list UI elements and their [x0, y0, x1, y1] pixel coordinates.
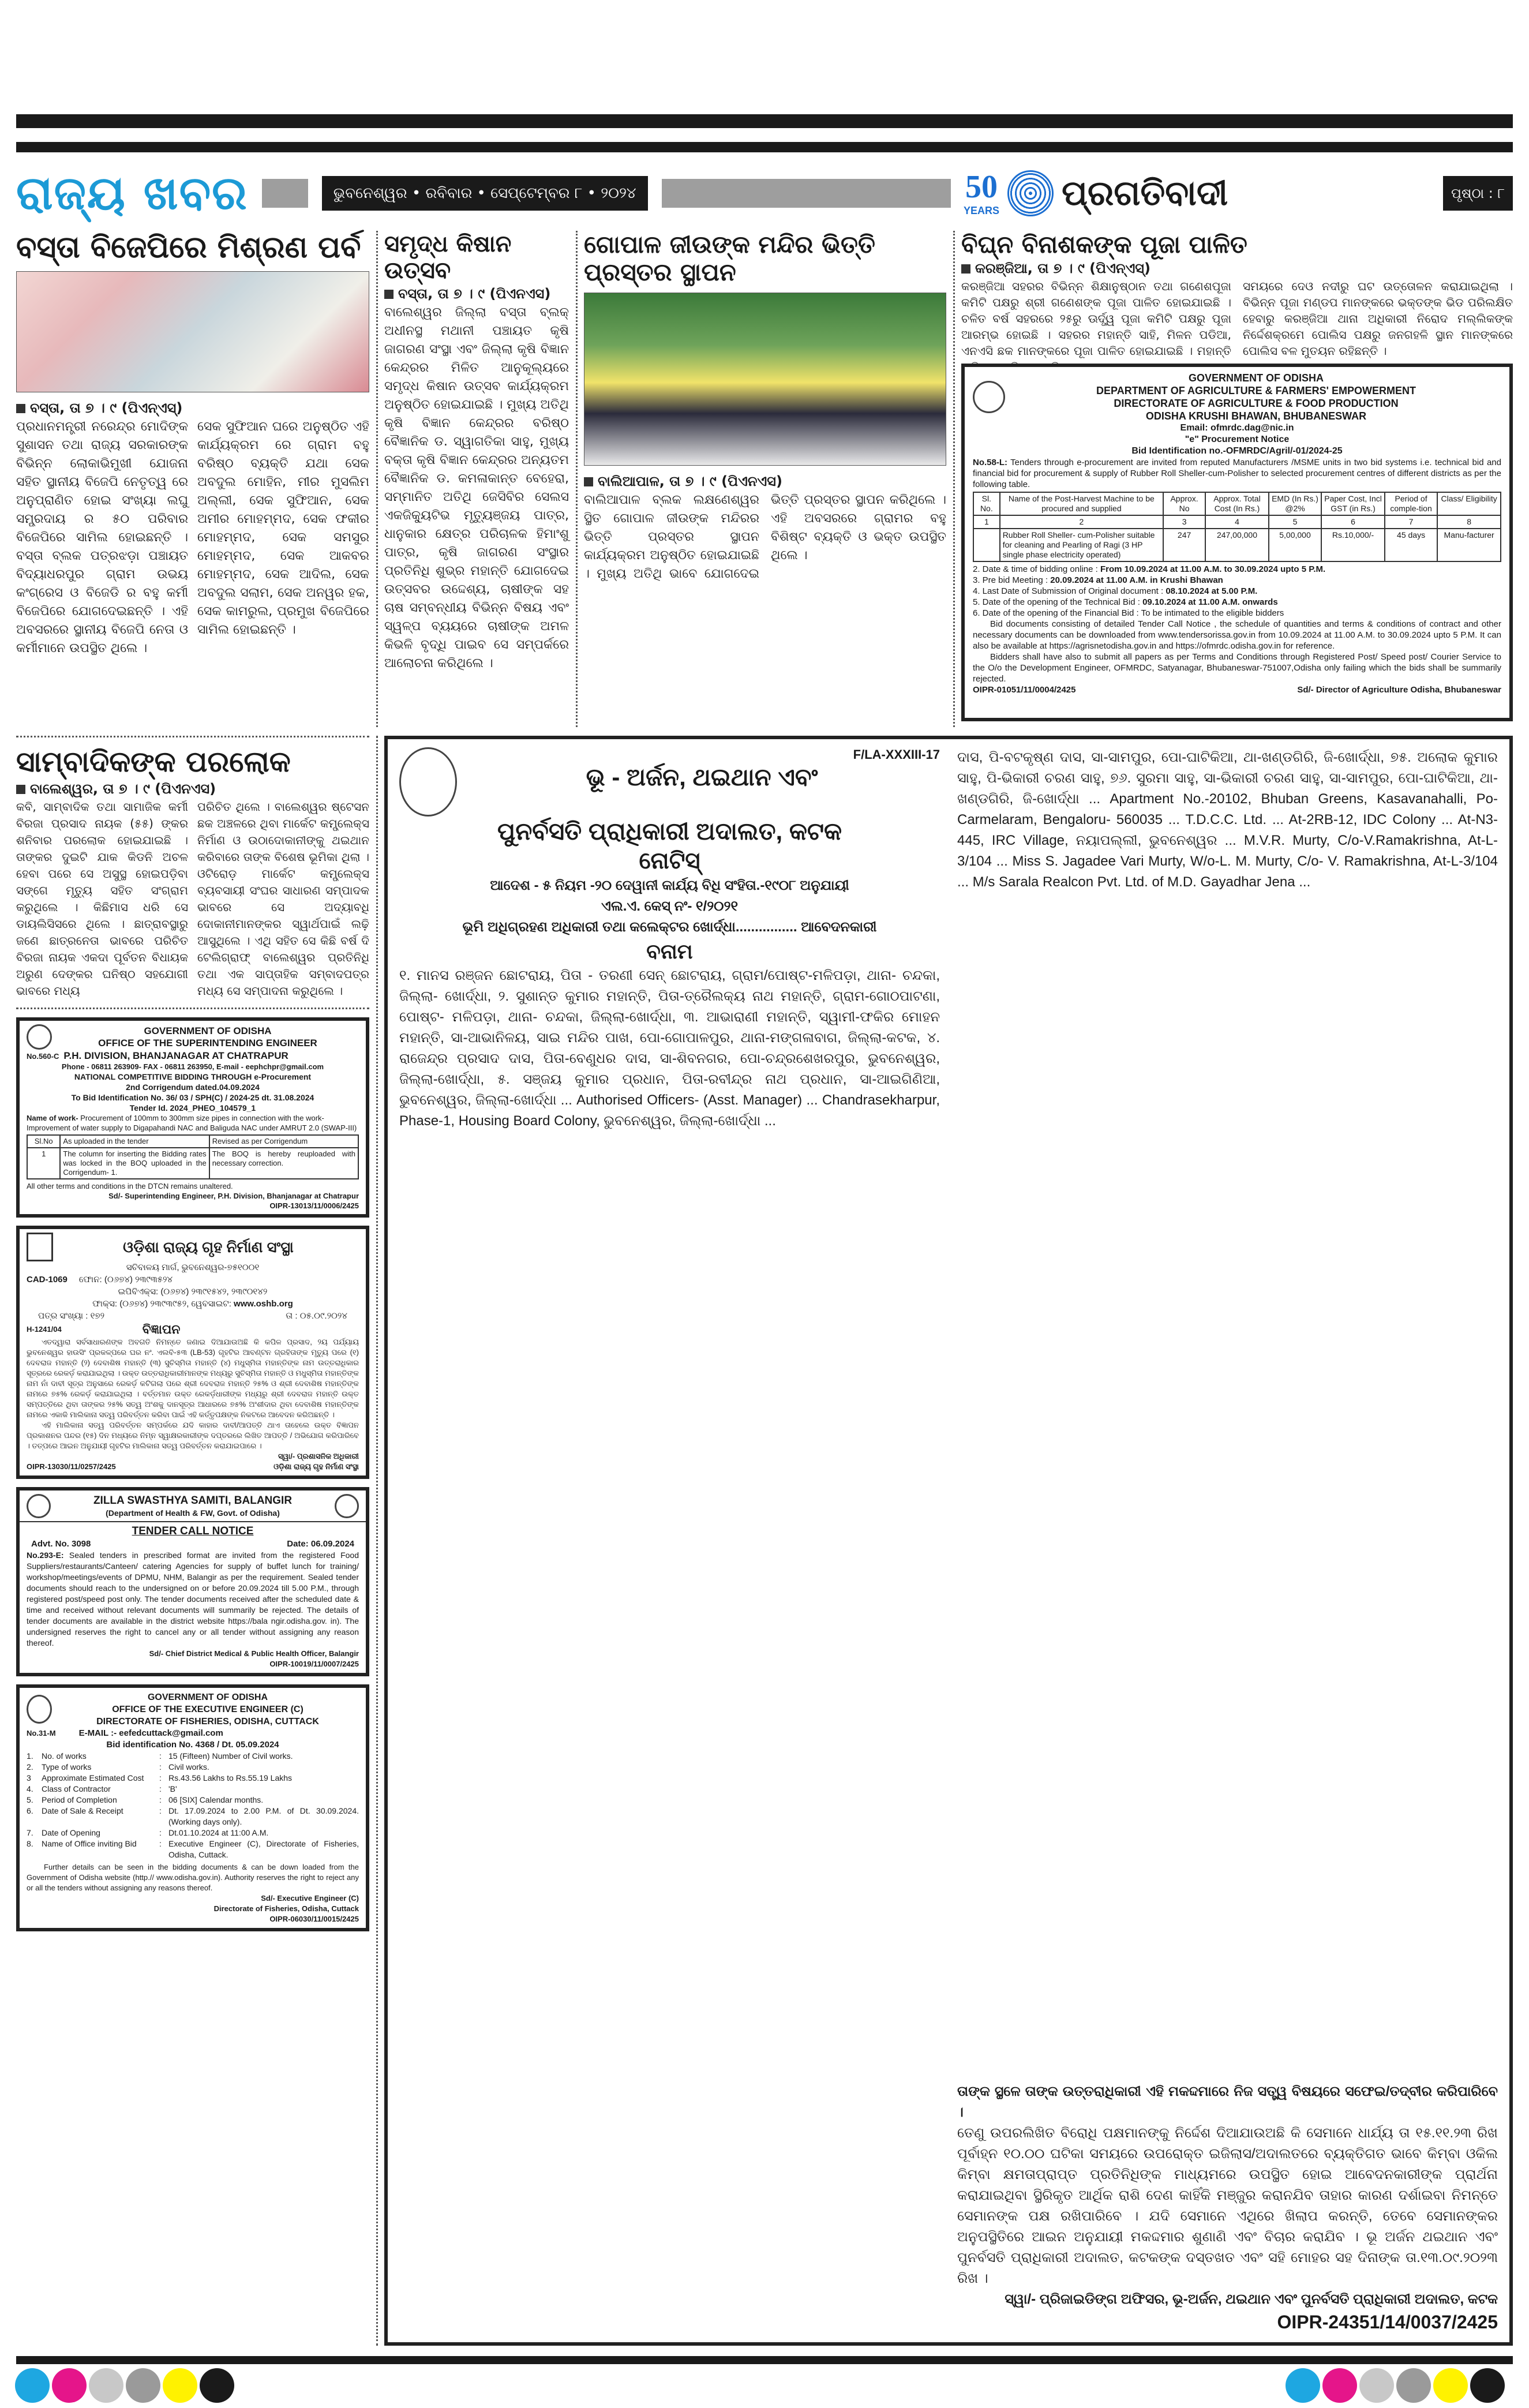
agri-item-label: 5. Date of the opening of the Technical Bid : [973, 597, 1143, 607]
table-cell: 4 [1205, 515, 1269, 529]
phd-line1: GOVERNMENT OF ODISHA [144, 1025, 272, 1036]
fish-item-number: 4. [27, 1784, 33, 1793]
court-oipr: OIPR-24351/14/0037/2425 [1277, 2312, 1498, 2332]
court-applicant: ଭୂମି ଅଧିଗ୍ରହଣ ଅଧିକାରୀ ତଥା କଲେକ୍ଟର ଖୋର୍ଦ୍ଧା................ ଆବେଦନକାରୀ [462, 919, 877, 935]
odisha-emblem-icon [973, 381, 1005, 413]
registration-dot [163, 2368, 197, 2403]
table-cell: 3 [1163, 515, 1205, 529]
dateline-obituary: ବାଲେଶ୍ୱର, ତା ୭ । ୯ (ପିଏନଏସ) [16, 779, 369, 799]
agri-item-value: 09.10.2024 at 11.00 A.M. onwards [1142, 597, 1278, 607]
fish-item [27, 1827, 359, 1838]
anniversary-number: 50 [965, 169, 998, 205]
masthead-rule-bottom [16, 142, 1513, 152]
zss-heading: TENDER CALL NOTICE [132, 1525, 254, 1537]
fish-item-colon: : [159, 1806, 162, 1815]
headline-ganesh: ବିଘ୍ନ ବିନାଶକଙ୍କ ପୂଜା ପାଳିତ [961, 230, 1247, 259]
article-farmer [384, 231, 569, 673]
registration-dot [1322, 2368, 1357, 2403]
page-number-box [1443, 176, 1513, 211]
agri-para1: Bid documents consisting of detailed Tender Call Notice , the schedule of quantities and terms & conditions of contract and other necessary documents can be downloaded from www.tendersorissa.gov.in from 10.09.2024 at 11.00 A.M. to 30.09.2024 upto 5 P.M. It can also be available at https://agrisnetodisha.gov.in and https://ofmrdc.odisha.gov.in for reference. [973, 619, 1501, 651]
oshb-cad: CAD-1069 [27, 1274, 68, 1284]
body-ganesh-col2: ସମୟରେ ଦେଓ ନଦୀରୁ ଘଟ ଉତ୍ତୋଳନ କରାଯାଇଥିଲା । ବିଭିନ୍ନ ପୂଜା ମଣ୍ଡପ ମାନଙ୍କରେ ଭକ୍ତଙ୍କ ଭିଡ ପରିଲକ୍ଷିତ ହେବାରୁ କରଞ୍ଜିଆ ଥାନା ଅଧିକାରୀ ନିରୋଦ ମଲ୍ଲିକଙ୍କ ନିର୍ଦ୍ଦେଶକ୍ରମେ ପୋଲିସ ପକ୍ଷରୁ ଜନଗହଳି ସ୍ଥାନ ମାନଙ୍କରେ ପୋଲିସ ବଳ ମୁତୟନ ରହିଛନ୍ତି । [1243, 279, 1513, 358]
agri-intro: Tenders through e-procurement are invited from reputed Manufacturers /MSME units in two bid systems i.e. technical bid and financial bid for procurement & supply of Rubber Roll Sheller-cum-Polisher to selected procurement centres of different districts as per the following table. [973, 458, 1501, 489]
registration-dot [1286, 2368, 1320, 2403]
oshb-para2: ଏହି ମାଲିକାନା ସତ୍ୱ ପରିବର୍ତ୍ତନ ସମ୍ପର୍କରେ ଯଦି କାହାର ଦାବୀ/ଆପତ୍ତି ଥାଏ ତାହେଲେ ଉକ୍ତ ବିଜ୍ଞାପନ ପ୍ରକାଶନର ପନ୍ଦର (୧୫) ଦିନ ମଧ୍ୟରେ ନିମ୍ନ ସ୍ୱାକ୍ଷରକାରୀଙ୍କ ଦପ୍ତରରେ ଲିଖିତ ଆପତ୍ତି / ଅଭିଯୋଗ କରିପାରିବେ । ତତ୍ପରେ ଆଇନ ଅନୁଯାୟୀ ଗୃହଟିର ମାଲିକାନା ସତ୍ୱ ପରିବର୍ତ୍ତନ କରାଯାଇପାରେ । [27, 1420, 359, 1450]
section-title: ରାଜ୍ୟ ଖବର [16, 166, 248, 220]
fish-item-number: 2. [27, 1762, 33, 1772]
column-divider [376, 231, 378, 727]
fish-item-colon: : [159, 1795, 162, 1804]
fish-item-number: 8. [27, 1838, 33, 1848]
ad-agriculture-tender [961, 364, 1513, 721]
table-cell: 7 [1385, 515, 1437, 529]
oshb-oipr: OIPR-13030/11/0257/2425 [27, 1462, 116, 1471]
fish-item [27, 1784, 359, 1795]
registration-dot [1359, 2368, 1394, 2403]
column-divider [376, 736, 378, 2346]
fish-para: Further details can be seen in the bidding documents & can be down loaded from the Government of Odisha website (http.// www.odisha.gov.in). Authority reserves the right to reject any or all the tenders without assigning any reasons thereof. [27, 1862, 359, 1892]
table-cell: Manu-facturer [1437, 529, 1501, 561]
fish-item-value: Dt. 17.09.2024 to 2.00 P.M. of Dt. 30.09.2024. (Working days only). [168, 1806, 359, 1826]
column-divider [576, 231, 578, 727]
fish-items [27, 1751, 359, 1860]
fish-item-value: Civil works. [168, 1762, 209, 1772]
ad-fisheries-tender [16, 1684, 369, 1931]
fish-item-label: Date of Opening [42, 1827, 100, 1837]
agri-no: No.58-L: [973, 458, 1007, 467]
agri-line2: DEPARTMENT OF AGRICULTURE & FARMERS' EMPOWERMENT [1096, 385, 1416, 396]
court-ref: F/LA-XXXIII-17 [853, 747, 940, 762]
agri-item-label: 6. Date of the opening of the Financial Bid : [973, 608, 1141, 618]
dateline-farmer: ବସ୍ତା, ତା ୭ । ୯ (ପିଏନଏସ) [384, 284, 569, 304]
table-header: Approx. No [1163, 492, 1205, 515]
headline-bjp: ବସ୍ତା ବିଜେପିରେ ମିଶ୍ରଣ ପର୍ବ [16, 230, 361, 265]
fish-item-colon: : [159, 1751, 162, 1761]
body-farmer: ବାଲେଶ୍ୱର ଜିଲ୍ଲା ବସ୍ତା ବ୍ଲକ୍ ଅଧୀନସ୍ଥ ମଥାନୀ ପଞ୍ଚାୟତ କୃଷି ଜାଗରଣ ସଂସ୍ଥା ଏବଂ ଜିଲ୍ଲା କୃଷି ବିଜ୍ଞାନ କେନ୍ଦ୍ରର ମିଳିତ ଆନୁକୂଲ୍ୟରେ ସମୃଦ୍ଧ କିଷାନ ଉତ୍ସବ କାର୍ଯ୍ୟକ୍ରମ ଅନୁଷ୍ଠିତ ହୋଇଯାଇଛି । ମୁଖ୍ୟ ଅତିଥି କୃଷି ବିଜ୍ଞାନ କେନ୍ଦ୍ରର ବରିଷ୍ଠ ବୈଜ୍ଞାନିକ ଡ. ସ୍ୱାଗତିକା ସାହୁ, ମୁଖ୍ୟ ବକ୍ତା କୃଷି ବିଜ୍ଞାନ କେନ୍ଦ୍ରର ଅନ୍ୟତମ ବୈଜ୍ଞାନିକ ଡ. କମଳାକାନ୍ତ ବେହେରା, ସମ୍ମାନିତ ଅତିଥି ଜେସିବିର ସେଲସ ଏକଜିକ୍ୟୁଟିଭ ମୃତ୍ୟୁଞ୍ଜୟ ପାତ୍ର, ଧାନୁକାର କ୍ଷେତ୍ର ପରିଚାଳକ ହିମାଂଶୁ ପାତ୍ର, କୃଷି ଜାଗରଣ ସଂସ୍ଥାର ପ୍ରତିନିଧି ଶୁଭ୍ର ମହାନ୍ତି ଯୋଗଦେଇ ଉତ୍ସବର ଉଦ୍ଦେଶ୍ୟ, ଚାଷୀଙ୍କ ସହ ଚାଷ ସମ୍ବନ୍ଧୀୟ ବିଭିନ୍ନ ବିଷୟ ଏବଂ ସ୍ୱଳ୍ପ ବ୍ୟୟରେ ଚାଷୀଙ୍କ ଅମଳ କିଭଳି ବୃଦ୍ଧି ପାଇବ ସେ ସମ୍ପର୍କରେ ଆଲୋଚନା କରିଥିଲେ । [384, 305, 569, 671]
oshb-address: ସଚିବାଳୟ ମାର୍ଗ, ଭୁବନେଶ୍ୱର-୭୫୧୦୦୧ [126, 1262, 260, 1272]
fish-item-label: Type of works [42, 1762, 92, 1772]
oshb-epabx: ଇପିବିଏକ୍ସ: (୦୬୭୪) ୨୩୯୧୫୪୨, ୨୩୯୦୧୪୨ [118, 1286, 268, 1297]
registration-marks-right [1286, 2368, 1507, 2403]
table-cell: 1 [27, 1148, 60, 1179]
fish-item-value: 15 (Fifteen) Number of Civil works. [168, 1751, 293, 1761]
table-header: EMD (In Rs.) @2% [1269, 492, 1321, 515]
table-header-row [973, 492, 1501, 515]
registration-dot [89, 2368, 123, 2403]
table-cell: 1 [973, 515, 1000, 529]
left-column [16, 736, 369, 1931]
fish-item-value: Executive Engineer (C), Directorate of Fisheries, Odisha, Cuttack. [168, 1838, 359, 1859]
court-left-column [399, 747, 940, 2334]
fish-item-number: 7. [27, 1827, 33, 1837]
court-closing-bold: ତାଙ୍କ ସ୍ଥଳେ ତାଙ୍କ ଉତ୍ତରାଧିକାରୀ ଏହି ମକଦ୍ଦମାରେ ନିଜ ସତ୍ତ୍ୱ ବିଷୟରେ ସଫେଇ/ତଦ୍ବୀର କରିପାରିବେ । [957, 2084, 1498, 2120]
body-ganesh-col1: କରଞ୍ଜିଆ ସହରର ବିଭିନ୍ନ ଶିକ୍ଷାନୁଷ୍ଠାନ ତଥା ଗଣେଶପୂଜା କମିଟି ପକ୍ଷରୁ ଶ୍ରୀ ଗଣେଶଙ୍କ ପୂଜା ପାଳିତ ହୋଇଯାଇଛି । ଚଳିତ ବର୍ଷ ସହରରେ ୨୫ରୁ ଊର୍ଦ୍ଧ୍ୱ ପୂଜା କମିଟି ପକ୍ଷରୁ ପୂଜା ଆରମ୍ଭ ହୋଇଛି । ସହରର ମହାନ୍ତି ସାହି, ମିଳନ ପଡିଆ, ଏନଏସି ଛକ ମାନଙ୍କରେ ପୂଜା ପାଳିତ ହୋଇଯାଇଛି । ମହାନ୍ତି [961, 279, 1231, 358]
headline-obituary: ସାମ୍ବାଦିକଙ୍କ ପରଲୋକ [16, 745, 291, 778]
odisha-emblem-icon [27, 1024, 52, 1050]
phd-table [27, 1134, 359, 1179]
fish-item-value: Dt.01.10.2024 at 11:00 A.M. [168, 1827, 269, 1837]
table-header: Approx. Total Cost (In Rs.) [1205, 492, 1269, 515]
table-cell: The BOQ is hereby reuploaded with necessary correction. [209, 1148, 358, 1179]
oshb-heading: ବିଜ୍ଞାପନ [142, 1321, 181, 1336]
fish-item-number: 1. [27, 1751, 33, 1761]
registration-dot [52, 2368, 87, 2403]
zss-advt-no: Advt. No. 3098 [31, 1538, 91, 1549]
ad-land-acquisition-court-notice [384, 736, 1513, 2346]
masthead-left [16, 162, 951, 225]
photo-temple-foundation [584, 293, 946, 466]
agri-oipr: OIPR-01051/11/0004/2425 [973, 685, 1076, 695]
table-header: Name of the Post-Harvest Machine to be procured and supplied [1000, 492, 1163, 515]
ad-ph-division-corrigendum [16, 1017, 369, 1218]
phd-signature: Sd/- Superintending Engineer, P.H. Division, Bhanjanagar at Chatrapur [108, 1191, 359, 1200]
agri-line4: ODISHA KRUSHI BHAWAN, BHUBANESWAR [1145, 410, 1367, 422]
body-bjp-col2: ସେକ ସୁଫିଆନ ଘରେ ଅନୁଷ୍ଠିତ ଏହି କାର୍ଯ୍ୟକ୍ରମ ରେ ଗ୍ରାମ ବହୁ ବରିଷ୍ଠ ବ୍ୟକ୍ତି ଯଥା ସେକ ଅବଦୁଲ ମୋହିନ, ମୀର ମୁସଲିମ ଅଲ୍ଲୀ, ସେକ ସୁଫିଆନ, ସେକ ଅମୀର ମୋହମ୍ମଦ, ସେକ ଫକୀର ମୋହମ୍ମଦ, ସେକ ସମସୁର ମୋହମ୍ମଦ, ସେକ ଆକବର ମୋହମ୍ମଦ, ସେକ ଆଦିଲ, ସେକ ଅବଦୁଲ ସଲାମ, ସେକ ଅନୱର ହକ, ସେକ କାମରୁଲ, ପ୍ରମୁଖ ବିଜେପିରେ ସାମିଲ ହୋଇଛନ୍ତି । [197, 419, 369, 637]
agri-item-value: 08.10.2024 at 5.00 P.M. [1166, 586, 1258, 596]
headline-farmer: ସମୃଦ୍ଧ କିଷାନ ଉତ୍ସବ [384, 231, 512, 284]
oshb-fax: ଫାକ୍ସ: (୦୬୭୪) ୨୩୯୩୯୫୨, ୱେବସାଇଟ: [92, 1298, 234, 1309]
agri-line3: DIRECTORATE OF AGRICULTURE & FOOD PRODUCTION [1114, 398, 1399, 409]
fish-item-colon: : [159, 1773, 162, 1782]
column-divider [953, 231, 955, 727]
fish-signature: Sd/- Executive Engineer (C) [261, 1893, 359, 1903]
fish-item-colon: : [159, 1784, 162, 1793]
table-header: Sl.No [27, 1135, 60, 1148]
zss-body: Sealed tenders in prescribed format are invited from the registered Food Suppliers/restaurants/Canteen/ catering Agencies for supply of buffet lunch for training/ workshop/meetings/events of DPMU, NHM, Balangir as per the requirement. Sealed tender documents should reach to the undersigned on or before 20.09.2024 till 5.00 P.M., through registered post/speed post only. The tender documents received after the scheduled date & time and received without relevant documents will summarily be rejected. The details of tender documents are available in the district website https://bala ngir.odisha.gov. in). The undersigned reserves the right to cancel any or all tender without assigning any reason thereof. [27, 1550, 359, 1647]
fish-item [27, 1795, 359, 1806]
article-ganesh [961, 231, 1513, 375]
registration-marks-left [15, 2368, 237, 2403]
agri-item-label: 4. Last Date of Submission of Original document : [973, 586, 1166, 596]
table-cell: 247 [1163, 529, 1205, 561]
fish-oipr: OIPR-06030/11/0015/2425 [269, 1914, 359, 1923]
court-order: ଆଦେଶ - ୫ ନିୟମ -୨୦ ଦେୱାନୀ କାର୍ଯ୍ୟ ବିଧି ସଂହିତା.-୧୯୦୮ ଅନୁଯାୟୀ [490, 878, 849, 893]
agri-line1: GOVERNMENT OF ODISHA [1188, 372, 1324, 384]
masthead-brand [964, 162, 1513, 225]
agri-table [973, 492, 1501, 562]
footer-rule [16, 2356, 1513, 2364]
fish-item-label: Approximate Estimated Cost [42, 1773, 144, 1782]
brand-name: ପ୍ରଗତିବାଦୀ [1062, 173, 1228, 214]
fish-item-number: 6. [27, 1806, 33, 1815]
phd-line3: P.H. DIVISION, BHANJANAGAR AT CHATRAPUR [63, 1050, 288, 1061]
registration-dot [1396, 2368, 1431, 2403]
headline-temple: ଗୋପାଳ ଜୀଉଙ୍କ ମନ୍ଦିର ଭିତ୍ତି ପ୍ରସ୍ତର ସ୍ଥାପନ [584, 230, 875, 287]
masthead-rule-top [16, 114, 1513, 128]
fish-signature-office: Directorate of Fisheries, Odisha, Cuttack [213, 1904, 359, 1913]
body-temple: ବାଲିଆପାଳ ବ୍ଲକ ଲକ୍ଷଣେଶ୍ୱର ସ୍ଥିତ ଗୋପାଳ ଜୀଉଙ୍କ ମନ୍ଦିରର ଭିତ୍ତି ପ୍ରସ୍ତର ସ୍ଥାପନ କାର୍ଯ୍ୟକ୍ରମ ଅନୁଷ୍ଠିତ ହୋଇଯାଇଛି । ମୁଖ୍ୟ ଅତିଥି ଭାବେ ଯୋଗଦେଇ ଭିତ୍ତି ପ୍ରସ୍ତର ସ୍ଥାପନ କରିଥିଲେ । ଏହି ଅବସରରେ ଗ୍ରାମର ବହୁ ବିଶିଷ୍ଟ ବ୍ୟକ୍ତି ଓ ଭକ୍ତ ଉପସ୍ଥିତ ଥିଲେ । [584, 492, 946, 581]
agri-item-label: 2. Date & time of bidding online : [973, 564, 1100, 574]
table-index-row [973, 515, 1501, 529]
fish-item-number: 5. [27, 1795, 33, 1804]
fish-item-value: Rs.43.56 Lakhs to Rs.55.19 Lakhs [168, 1773, 293, 1782]
body-bjp-col1: ପ୍ରଧାନମନ୍ତ୍ରୀ ନରେନ୍ଦ୍ର ମୋଦିଙ୍କ ସୁଶାସନ ତଥା ରାଜ୍ୟ ସରକାରଙ୍କ ବିଭିନ୍ନ ଲୋକାଭିମୁଖୀ ଯୋଜନା ସହିତ ସ୍ଥାନୀୟ ବିଜେପି ନେତୃତ୍ୱ ରେ ଅନୁପ୍ରାଣିତ ହୋଇ ସଂଖ୍ୟା ଲଘୁ ସମ୍ପ୍ରଦାୟ ର ୫୦ ପରିବାର ବିଜେପିରେ ସାମିଲ ହୋଇଛନ୍ତି । ବସ୍ତା ବ୍ଲକ ପତ୍ରଝଡ଼ା ପଞ୍ଚାୟତ ବିଦ୍ୟାଧରପୁର ଗ୍ରାମ ଉଭୟ କଂଗ୍ରେସ ଓ ବିଜେଡି ର ବହୁ କର୍ମୀ ବିଜେପିରେ ଯୋଗଦେଇଛନ୍ତି । ଏହି ଅବସରରେ ସ୍ଥାନୀୟ ବିଜେପି ନେତା ଓ କର୍ମୀମାନେ ଉପସ୍ଥିତ ଥିଲେ । [16, 419, 188, 656]
table-header: As uploaded in the tender [60, 1135, 209, 1148]
court-respondents-left: ୧. ମାନସ ରଞ୍ଜନ ଛୋଟରାୟ, ପିତା - ତରଣୀ ସେନ୍ ଛୋଟରାୟ, ଗ୍ରାମ/ପୋଷ୍ଟ-ମଳିପଡ଼ା, ଥାନା- ଚନ୍ଦକା, ଜିଲ୍ଲା- ଖୋର୍ଦ୍ଧା, ୨. ସୁଶାନ୍ତ କୁମାର ମହାନ୍ତି, ପିତା-ତ୍ରୈଲକ୍ୟ ନାଥ ମହାନ୍ତି, ଗ୍ରାମ-ଗୋଠପାଟଣା, ପୋଷ୍ଟ- ମଳିପଡ଼ା, ଥାନା- ଚନ୍ଦକା, ଜିଲ୍ଲା-ଖୋର୍ଦ୍ଧା, ୩. ଆଭାରାଣୀ ମହାନ୍ତି, ସ୍ୱାମୀ-ଫକିର ମୋହନ ମହାନ୍ତି, ସା-ଆଭାନିଳୟ, ସାଇ ମନ୍ଦିର ପାଖ, ପୋ-ଗୋପାଳପୁର, ଥାନା-ମଙ୍ଗଳାବାଗ, ଜିଲ୍ଲା-କଟକ, ୪. ରାଜେନ୍ଦ୍ର ପ୍ରସାଦ ଦାସ, ପିତା-ବେଣୁଧର ଦାସ, ସା-ଶିବନଗର, ପୋ-ଚନ୍ଦ୍ରଶେଖରପୁର, ଭୁବନେଶ୍ୱର, ଜିଲ୍ଲା-ଖୋର୍ଦ୍ଧା, ୫. ସଞ୍ଜୟ କୁମାର ପ୍ରଧାନ, ପିତା-ରବୀନ୍ଦ୍ର ନାଥ ପ୍ରଧାନ, ସା-ଆଇଗିଣିଆ, ଭୁବନେଶ୍ୱର, ଜିଲ୍ଲା-ଖୋର୍ଦ୍ଧା ... Authorised Officers- (Asst. Manager) ... Chandrasekharpur, Phase-1, Housing Board Colony, ଭୁବନେଶ୍ୱର, ଜିଲ୍ଲା-ଖୋର୍ଦ୍ଧା ... [399, 968, 940, 1129]
agri-notice-title: "e" Procurement Notice [1185, 435, 1290, 444]
registration-dot [1470, 2368, 1505, 2403]
odisha-emblem-icon [399, 747, 457, 817]
fish-item-colon: : [159, 1838, 162, 1848]
fish-item-label: Date of Sale & Receipt [42, 1806, 123, 1815]
fish-item-colon: : [159, 1762, 162, 1772]
fish-item-label: Period of Completion [42, 1795, 117, 1804]
oshb-date: ତା : ୦୫.୦୯.୨୦୨୪ [286, 1310, 347, 1321]
table-cell: Rubber Roll Sheller- cum-Polisher suitable for cleaning and Pearling of Ragi (3 HP single phase electricity operated) [1000, 529, 1163, 561]
court-right-column [957, 747, 1498, 2334]
date-bar-left [262, 179, 308, 208]
ad-zilla-swasthya-tender [16, 1487, 369, 1676]
phd-line4: NATIONAL COMPETITIVE BIDDING THROUGH e-Procurement [74, 1072, 312, 1081]
oshb-logo-icon [27, 1233, 53, 1261]
phd-no: No.560-C [27, 1051, 59, 1061]
court-versus: ବନାମ [646, 939, 693, 963]
fish-item-colon: : [159, 1827, 162, 1837]
oshb-signature: ସ୍ୱା/- ପ୍ରଶାସନିକ ଅଧିକାରୀ [278, 1451, 359, 1460]
agri-email[interactable]: Email: ofmrdc.dag@nic.in [1180, 423, 1294, 433]
fish-item-label: Name of Office inviting Bid [42, 1838, 137, 1848]
fish-item-label: Class of Contractor [42, 1784, 111, 1793]
phd-contact: Phone - 06811 263909- FAX - 06811 263950, E-mail - eephchpr@gmail.com [61, 1062, 324, 1071]
odisha-emblem-icon [27, 1695, 52, 1724]
anniversary-badge: YEARS [964, 205, 1000, 216]
table-cell: 8 [1437, 515, 1501, 529]
date-line-box [322, 176, 648, 211]
court-closing: ତେଣୁ ଉପରଲିଖିତ ବିରୋଧି ପକ୍ଷମାନଙ୍କୁ ନିର୍ଦ୍ଦେଶ ଦିଆଯାଉଅଛି କି ସେମାନେ ଧାର୍ଯ୍ୟ ତା ୧୫.୧୧.୨୩ ରିଖ ପୂର୍ବାହ୍ନ ୧୦.୦୦ ଘଟିକା ସମୟରେ ଉପରୋକ୍ତ ଇଜିଲାସ/ଅଦାଲତରେ ବ୍ୟକ୍ତିଗତ ଭାବେ କିମ୍ବା ଓକିଲ କିମ୍ବା କ୍ଷମତାପ୍ରାପ୍ତ ପ୍ରତିନିଧିଙ୍କ ମାଧ୍ୟମରେ ଉପସ୍ଥିତ ହୋଇ ଆବେଦନକାରୀଙ୍କ ପ୍ରାର୍ଥନା କରାଯାଇଥିବା ସ୍ଥିରିକୃତ ଆର୍ଥିକ ରାଶି ଦେଣ କାହିଁକି ମଞ୍ଜୁର କରାନଯିବ ତାହାର କାରଣ ଦର୍ଶାଇବା ନିମନ୍ତେ ସେମାନଙ୍କ ପକ୍ଷ ରଖିପାରିବେ । ଯଦି ସେମାନେ ଏଥିରେ ଖିଲାପ କରନ୍ତି, ତେବେ ସେମାନଙ୍କର ଅନୁପସ୍ଥିତିରେ ଆଇନ ଅନୁଯାୟୀ ମକଦ୍ଦମାର ଶୁଣାଣି ଏବଂ ବିଚାର କରାଯିବ । ଭୂ ଅର୍ଜନ ଥଇଥାନ ଏବଂ ପୁନର୍ବସତି ପ୍ରାଧିକାରୀ ଅଦାଲତ, କଟକଙ୍କ ଦସ୍ତଖତ ଏବଂ ସହି ମୋହର ସହ ଦିନାଙ୍କ ତା.୧୩.୦୯.୨୦୨୩ ରିଖ । [957, 2125, 1498, 2286]
date-line: ଭୁବନେଶ୍ୱର • ରବିବାର • ସେପ୍ଟେମ୍ବର ୮ • ୨୦୨୪ [333, 184, 636, 202]
table-row [973, 529, 1501, 561]
date-bar-right [662, 179, 951, 208]
zss-subtitle: (Department of Health & FW, Govt. of Odisha) [106, 1508, 280, 1518]
fish-line3: DIRECTORATE OF FISHERIES, ODISHA, CUTTACK [96, 1716, 319, 1727]
zss-signature: Sd/- Chief District Medical & Public Health Officer, Balangir [149, 1649, 359, 1658]
court-title2: ପୁନର୍ବସତି ପ୍ରାଧିକାରୀ ଅଦାଲତ, କଟକ [497, 818, 842, 845]
table-cell: 247,00,000 [1205, 529, 1269, 561]
table-cell: 5,00,000 [1269, 529, 1321, 561]
fish-line1: GOVERNMENT OF ODISHA [147, 1692, 268, 1702]
registration-dot [200, 2368, 234, 2403]
nhm-logo-icon [27, 1494, 51, 1518]
court-respondents-right: ଦାସ, ପି-ବଟକୃଷ୍ଣ ଦାସ, ସା-ସାମପୁର, ପୋ-ଘାଟିକିଆ, ଥା-ଖଣ୍ଡଗିରି, ଜି-ଖୋର୍ଦ୍ଧା, ୭୫. ଅଲୋକ କୁମାର ସାହୁ, ପି-ଭିକାରୀ ଚରଣ ସାହୁ, ୭୬. ସୁରମା ସାହୁ, ସା-ଭିକାରୀ ଚରଣ ସାହୁ, ସା-ସାମପୁର, ପୋ-ଘାଟିକିଆ, ଥା-ଖଣ୍ଡଗିରି, ଜି-ଖୋର୍ଦ୍ଧା ... Apartment No.-20102, Bhuban Greens, Kasavanahalli, Po-Carmelaram, Bengaloru- 560035 ... T.D.C.C. Ltd. ... At-2RB-12, IDC Colony ... At-N3-445, IRC Village, ନୟାପଲ୍ଲୀ, ଭୁବନେଶ୍ୱର ... M.V.R. Murty, C/o-V.Ramakrishna, At-L-3/104 ... Miss S. Jagadee Vari Murty, W/o-L. M. Murty, C/o- V. Ramakrishna, At-L-3/104 ... M/s Sarala Realcon Pvt. Ltd. of M.D. Gayadhar Jena ... [957, 750, 1498, 890]
fish-bid-id: Bid identification No. 4368 / Dt. 05.09.2024 [106, 1739, 279, 1750]
oshb-para1: ଏତଦ୍ୱାରା ସର୍ବସାଧାରଣଙ୍କ ଅବଗତି ନିମନ୍ତେ ଜଣାଇ ଦିଆଯାଉଅଛି କି କପିଳ ପ୍ରସାଦ, ୨ୟ ପର୍ଯ୍ୟାୟ ଭୁବନେଶ୍ୱର ହାଉସିଂ ପ୍ରକଳ୍ପରେ ଘର ନଂ. ଏଲବି-୫୩ (LB-53) ଗୃହଟିର ଆବଣ୍ଟନ ଗ୍ରହିତାଙ୍କ ମୃତ୍ୟୁ ପରେ (୧) ଦେବରାଜ ମହାନ୍ତି (୨) ଦେବାଶିଷ ମହାନ୍ତି (୩) ସୁଚିସ୍ମିତା ମହାନ୍ତି (୪) ମଧୁସ୍ମିତା ମହାନ୍ତିଙ୍କ ନାମ ଉତ୍ତରାଧିକାର ସୂତ୍ରରେ ରେକର୍ଡ଼ କରାଯାଇଥିଲା । ଉକ୍ତ ଉତ୍ତରାଧିକାରୀମାନଙ୍କ ମଧ୍ୟରୁ ସୁଚିସ୍ମିତା ମହାନ୍ତି ଓ ମଧୁସ୍ମିତା ମହାନ୍ତିଙ୍କ ନାମ ନାଁ ଦାବୀ ସୂତ୍ର ଅନୁସାରେ ରେକର୍ଡ଼ କଟିଗଲା ପରେ ଶ୍ରୀ ଦେବରାଜ ମହାନ୍ତି ୨୫% ଓ ଶ୍ରୀ ଦେବାଶିଷ ମହାନ୍ତିଙ୍କ ନାମରେ ୭୫% ରେକର୍ଡ଼ କରାଯାଇଥିଲା । ବର୍ତ୍ତମାନ ଉକ୍ତ ରେକର୍ଡ଼ଧାରୀଙ୍କ ମଧ୍ୟରୁ ଶ୍ରୀ ଦେବରାଜ ମହାନ୍ତି ଉକ୍ତ ସମ୍ପତ୍ତିରେ ଥିବା ତାଙ୍କର ୨୫% ସତ୍ୱ ଅଂଶକୁ ଦାନସୂତ୍ର ଆଧାରରେ ୭୫% ଅଂଶୀଦାର ଥିବା ଦେବାଶିଷ ମହାନ୍ତିଙ୍କ ନାମରେ ଏକାକି ମାଲିକାନା ସତ୍ୱ ପରିବର୍ତ୍ତନ କରିବା ପାଇଁ ଏହି କର୍ତ୍ତୃପକ୍ଷଙ୍କ ନିକଟରେ ଆବେଦନ କରିଅଛନ୍ତି । [27, 1337, 359, 1419]
table-header: Revised as per Corrigendum [209, 1135, 358, 1148]
oshb-ref: H-1241/04 [27, 1325, 62, 1334]
oshb-title: ଓଡ଼ିଶା ରାଜ୍ୟ ଗୃହ ନିର୍ମାଣ ସଂସ୍ଥା [123, 1238, 294, 1256]
zss-title: ZILLA SWASTHYA SAMITI, BALANGIR [93, 1494, 293, 1507]
anniversary-logo [964, 170, 999, 217]
zss-oipr: OIPR-10019/11/0007/2425 [269, 1659, 359, 1668]
fish-item [27, 1762, 359, 1773]
phd-work: Procurement of 100mm to 300mm size pipes in connection with the work- Improvement of water supply to Digapahandi NAC and Baliguda NAC under AMRUT 2.0 (SWAP-III) [27, 1113, 357, 1132]
court-case-no: ଏଲ.ଏ. କେସ୍ ନଂ- ୧/୨୦୨୧ [601, 898, 739, 914]
fish-item [27, 1838, 359, 1860]
agri-item-value: From 10.09.2024 at 11.00 A.M. to 30.09.2024 upto 5 P.M. [1100, 564, 1326, 574]
oshb-signature-org: ଓଡ଼ିଶା ରାଜ୍ୟ ଗୃହ ନିର୍ମାଣ ସଂସ୍ଥା [273, 1462, 359, 1471]
dateline-ganesh: କରଞ୍ଜିଆ, ତା ୭ । ୯ (ପିଏନ୍ଏସ୍) [961, 259, 1513, 278]
dateline-bjp: ବସ୍ତା, ତା ୭ । ୯ (ପିଏନ୍ଏସ୍) [16, 398, 369, 418]
table-cell: Rs.10,000/- [1321, 529, 1385, 561]
phd-bid-id: To Bid Identification No. 36/ 03 / SPH(C) / 2024-25 dt. 31.08.2024 [71, 1092, 314, 1102]
oshb-letter-no: ପତ୍ର ସଂଖ୍ୟା : ୧୭୨ [38, 1310, 105, 1321]
fish-item-value: 06 [SIX] Calendar months. [168, 1795, 264, 1804]
table-cell [973, 529, 1000, 561]
table-cell: 45 days [1385, 529, 1437, 561]
agri-item-value: To be intimated to the eligible bidders [1141, 608, 1284, 618]
fish-item [27, 1773, 359, 1784]
fish-item [27, 1751, 359, 1762]
phd-footer: All other terms and conditions in the DTCN remains unaltered. [27, 1181, 233, 1190]
fish-email[interactable]: E-MAIL :- eefedcuttack@gmail.com [78, 1728, 223, 1738]
fish-no: No.31-M [27, 1728, 56, 1737]
table-cell: 2 [1000, 515, 1163, 529]
body-obituary-col2: ପରିଚିତ ଥିଲେ । ବାଲେଶ୍ୱର ଷ୍ଟେସନ ଛକ ଅଞ୍ଚଳରେ ଥିବା ମାର୍କେଟ କମ୍ପ୍ଲେକ୍ସ ନିର୍ମାଣ ଓ ଉଠାଦୋକାନୀଙ୍କୁ ଥଇଥାନ କରିବାରେ ତାଙ୍କ ବିଶେଷ ଭୂମିକା ଥିଲା । ଓଟିରୋଡ଼ ମାର୍କେଟ କମ୍ପ୍ଲେକ୍ସ ବ୍ୟବସାୟୀ ସଂଘର ସାଧାରଣ ସମ୍ପାଦକ ଭାବରେ ସେ ଅଦ୍ୟାବଧି ଦୋକାନୀମାନଙ୍କର ସ୍ୱାର୍ଥପାଇଁ ଲଢ଼ି ଆସୁଥିଲେ । ଏଥି ସହିତ ସେ କିଛି ବର୍ଷ ଦି ଟେଲିଗ୍ରାଫ୍ ବାଲେଶ୍ୱର ପ୍ରତିନିଧି ତଥା ଏକ ସାପ୍ତାହିକ ସମ୍ବାଦପତ୍ର ମଧ୍ୟ ସେ ସମ୍ପାଦନା କରୁଥିଲେ । [197, 799, 369, 998]
table-header: Period of comple-tion [1385, 492, 1437, 515]
phd-work-label: Name of work- [27, 1113, 78, 1122]
table-cell: The column for inserting the Bidding rates was locked in the BOQ uploaded in the Corrigendum- 1. [60, 1148, 209, 1179]
article-obituary [16, 746, 369, 999]
phd-tender-id: Tender Id. 2024_PHEO_104579_1 [129, 1103, 256, 1113]
odisha-emblem-icon [335, 1494, 359, 1518]
table-cell: 5 [1269, 515, 1321, 529]
table-header-row [27, 1135, 358, 1148]
registration-dot [1433, 2368, 1468, 2403]
fish-item-number: 3 [27, 1773, 31, 1782]
court-title1: ଭୂ - ଅର୍ଜନ, ଥଇଥାନ ଏବଂ [586, 763, 818, 791]
dateline-temple: ବାଲିଆପାଳ, ତା ୭ । ୯ (ପିଏନଏସ) [584, 471, 946, 491]
fish-item-value: 'B' [168, 1784, 177, 1793]
phd-oipr: OIPR-13013/11/0006/2425 [269, 1201, 359, 1210]
ad-oshb-notice [16, 1226, 369, 1479]
registration-dot [15, 2368, 50, 2403]
photo-bjp-event [16, 271, 369, 392]
agri-item-value: 20.09.2024 at 11.00 A.M. in Krushi Bhawan [1050, 575, 1223, 585]
fish-item [27, 1806, 359, 1827]
zss-date: Date: 06.09.2024 [287, 1538, 354, 1549]
agri-signature: Sd/- Director of Agriculture Odisha, Bhubaneswar [1297, 685, 1501, 695]
oshb-website[interactable]: www.oshb.org [234, 1298, 293, 1309]
phd-corrigendum: 2nd Corrigendum dated.04.09.2024 [126, 1082, 260, 1092]
agri-para2: Bidders shall have also to submit all papers as per Terms and Conditions through Registered Post/ Speed post/ Courier Service to the O/o the Development Engineer, OFMRDC, Satyanagar, Bhubaneswar-751007,Odisha only failing which the bids shall be summarily rejected. [973, 652, 1501, 684]
fish-item-label: No. of works [42, 1751, 87, 1761]
table-cell: 6 [1321, 515, 1385, 529]
court-notice-heading: ନୋଟିସ୍ [639, 848, 700, 874]
court-signature: ସ୍ୱା/- ପ୍ରିଜାଇଡିଙ୍ଗ ଅଫିସର, ଭୂ-ଅର୍ଜନ, ଥଇଥାନ ଏବଂ ପୁନର୍ବସତି ପ୍ରାଧିକାରୀ ଅଦାଲତ, କଟକ [1005, 2291, 1498, 2307]
seal-emblem [1007, 170, 1054, 216]
table-header: Paper Cost, Incl GST (in Rs.) [1321, 492, 1385, 515]
zss-no: No.293-E: [27, 1550, 64, 1560]
table-row [27, 1148, 358, 1179]
phd-line2: OFFICE OF THE SUPERINTENDING ENGINEER [98, 1037, 317, 1048]
fish-line2: OFFICE OF THE EXECUTIVE ENGINEER (C) [112, 1704, 303, 1714]
table-header: Sl. No. [973, 492, 1000, 515]
page-number: ପୃଷ୍ଠା : ୮ [1451, 185, 1505, 201]
article-bjp [16, 231, 369, 658]
oshb-phone: ଫୋନ: (୦୬୭୪) ୨୩୯୩୫୨୪ [78, 1274, 173, 1284]
table-header: Class/ Eligibility [1437, 492, 1501, 515]
section-divider [16, 1008, 369, 1009]
section-divider [16, 736, 369, 737]
article-temple [584, 231, 946, 583]
registration-dot [126, 2368, 160, 2403]
body-obituary-col1: କବି, ସାମ୍ବାଦିକ ତଥା ସାମାଜିକ କର୍ମୀ ବିରଜା ପ୍ରସାଦ ନାୟକ (୫୫) ଙ୍କର ଶନିବାର ପରଲୋକ ହୋଇଯାଇଛି । ତାଙ୍କର ଦୁଇଟି ଯାକ କିଡନି ଅଚଳ ହେବା ପରେ ସେ ଅସୁସ୍ଥ ହୋଇପଡ଼ିବା ସଙ୍ଗେ ମୃତ୍ୟୁ ସହିତ ସଂଗ୍ରାମ କରୁଥିଲେ । କିଛିମାସ ଧରି ସେ ଡାୟଲିସିସରେ ଥିଲେ । ଛାତ୍ରାବସ୍ଥାରୁ ଜଣେ ଛାତ୍ରନେତା ଭାବରେ ପରିଚିତ ବିରଜା ନାୟକ ଏକଦା ପୂର୍ବତନ ବିଧାୟକ ଅରୁଣ ଦେଙ୍କର ଘନିଷ୍ଠ ସହଯୋଗୀ ଭାବରେ ମଧ୍ୟ [16, 799, 188, 998]
agri-bid-id: Bid Identification no.-OFMRDC/Agril/-01/2024-25 [1131, 446, 1343, 456]
agri-item-label: 3. Pre bid Meeting : [973, 575, 1051, 585]
